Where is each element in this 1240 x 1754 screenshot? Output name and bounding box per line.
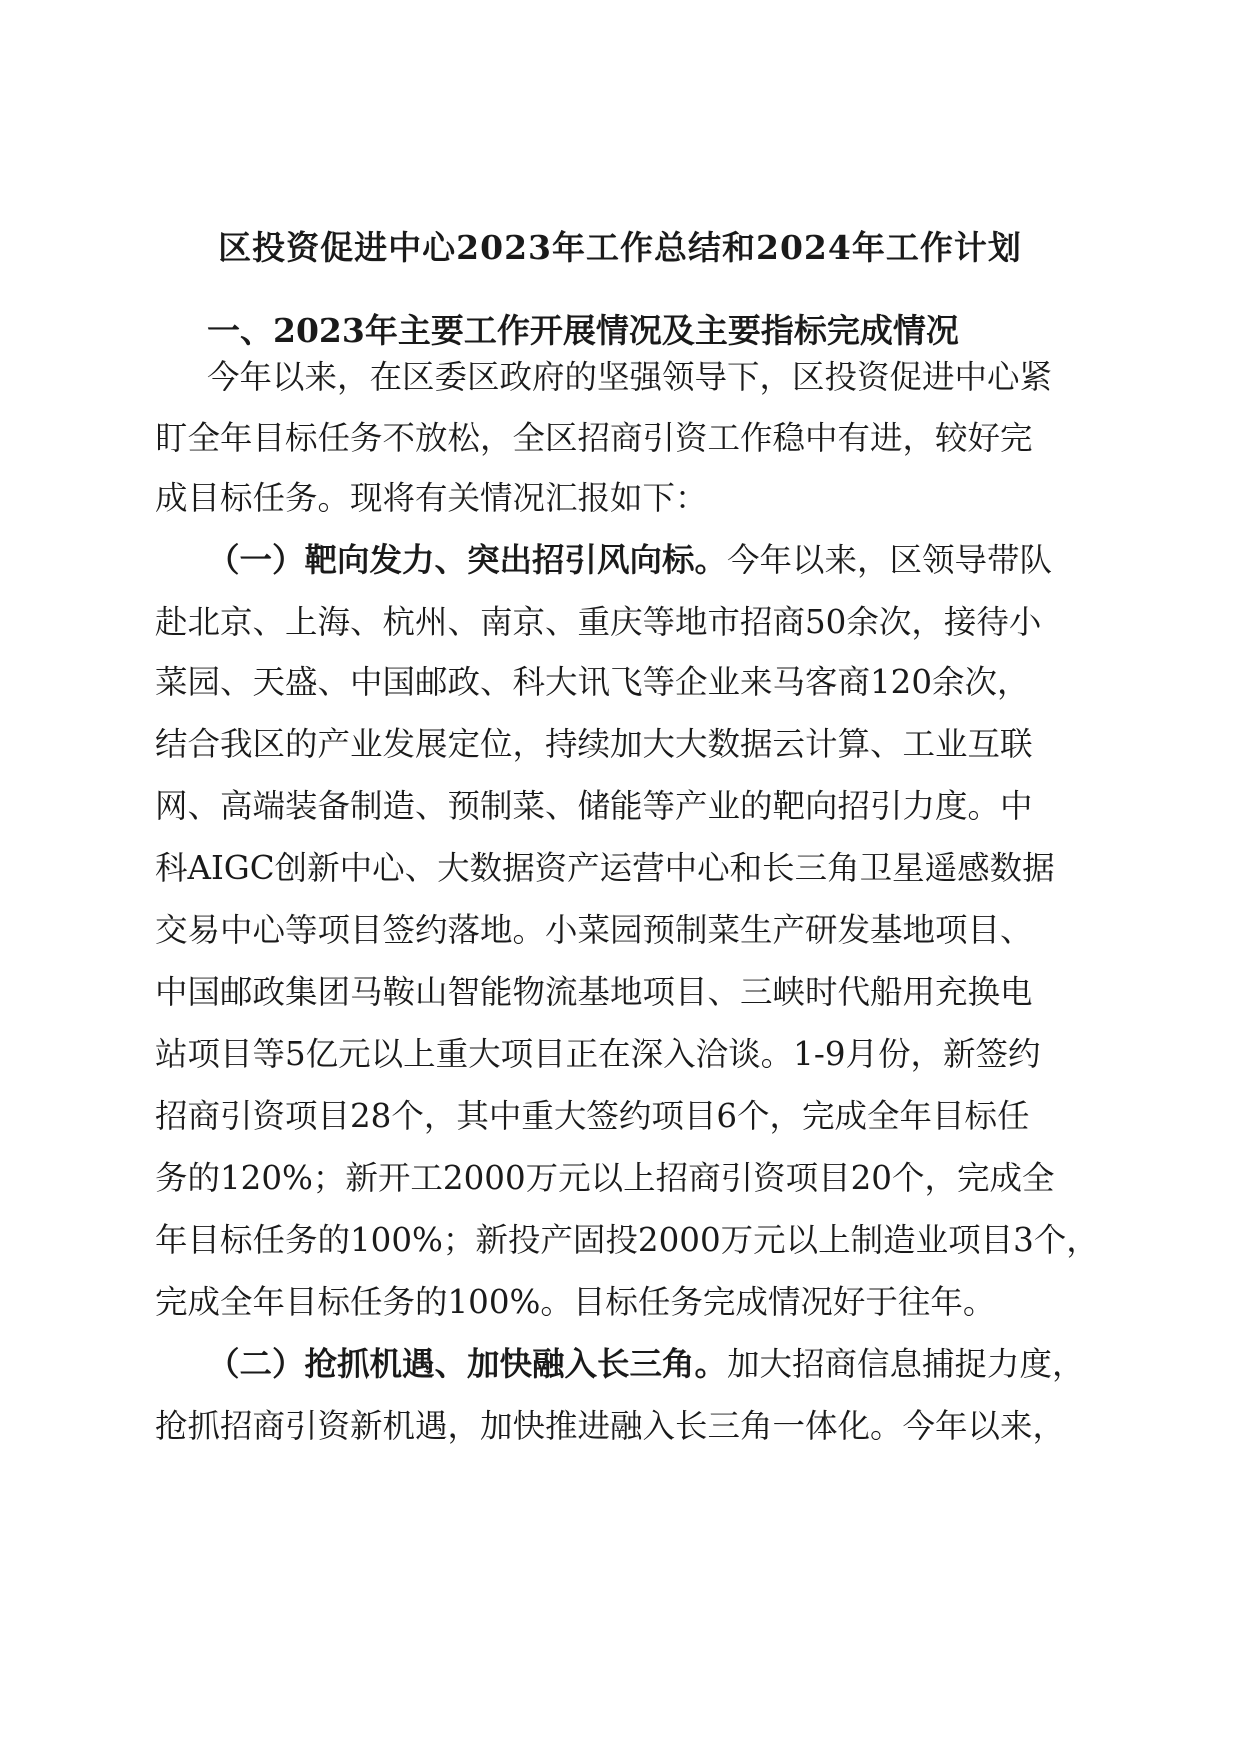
paragraph-line: 完成全年目标任务的100%。目标任务完成情况好于往年。 (155, 1283, 996, 1321)
intro-line: 成目标任务。现将有关情况汇报如下： (155, 479, 708, 517)
paragraph-line: 中国邮政集团马鞍山智能物流基地项目、三峡时代船用充换电 (155, 973, 1033, 1011)
sub2-text: 加大招商信息捕捉力度， (727, 1345, 1085, 1383)
sub1-first-line (207, 540, 1052, 580)
paragraph-line: 赴北京、上海、杭州、南京、重庆等地市招商50余次，接待小 (155, 603, 1042, 641)
paragraph-line: 抢抓招商引资新机遇，加快推进融入长三角一体化。今年以来， (155, 1407, 1066, 1445)
document-title: 区投资促进中心2023年工作总结和2024年工作计划 (218, 228, 1022, 267)
intro-line: 今年以来，在区委区政府的坚强领导下，区投资促进中心紧 (207, 358, 1053, 396)
paragraph-line: 网、高端装备制造、预制菜、储能等产业的靶向招引力度。中 (155, 787, 1033, 825)
paragraph-line: 务的120%；新开工2000万元以上招商引资项目20个，完成全 (155, 1159, 1055, 1197)
intro-line: 盯全年目标任务不放松，全区招商引资工作稳中有进，较好完 (155, 419, 1033, 457)
sub2-heading: （二）抢抓机遇、加快融入长三角。 (207, 1344, 728, 1383)
paragraph-line: 科AIGC创新中心、大数据资产运营中心和长三角卫星遥感数据 (155, 849, 1055, 887)
sub2-first-line (207, 1344, 1085, 1384)
sub1-heading: （一）靶向发力、突出招引风向标。 (207, 540, 728, 579)
paragraph-line: 招商引资项目28个，其中重大签约项目6个，完成全年目标任 (155, 1097, 1030, 1135)
section-heading: 一、2023年主要工作开展情况及主要指标完成情况 (207, 311, 959, 350)
paragraph-line: 站项目等5亿元以上重大项目正在深入洽谈。1-9月份，新签约 (155, 1035, 1041, 1073)
paragraph-line: 年目标任务的100%；新投产固投2000万元以上制造业项目3个， (155, 1221, 1099, 1259)
paragraph-line: 交易中心等项目签约落地。小菜园预制菜生产研发基地项目、 (155, 911, 1033, 949)
paragraph-line: 结合我区的产业发展定位，持续加大大数据云计算、工业互联 (155, 725, 1033, 763)
sub1-text: 今年以来，区领导带队 (727, 541, 1053, 579)
paragraph-line: 菜园、天盛、中国邮政、科大讯飞等企业来马客商120余次， (155, 663, 1030, 701)
